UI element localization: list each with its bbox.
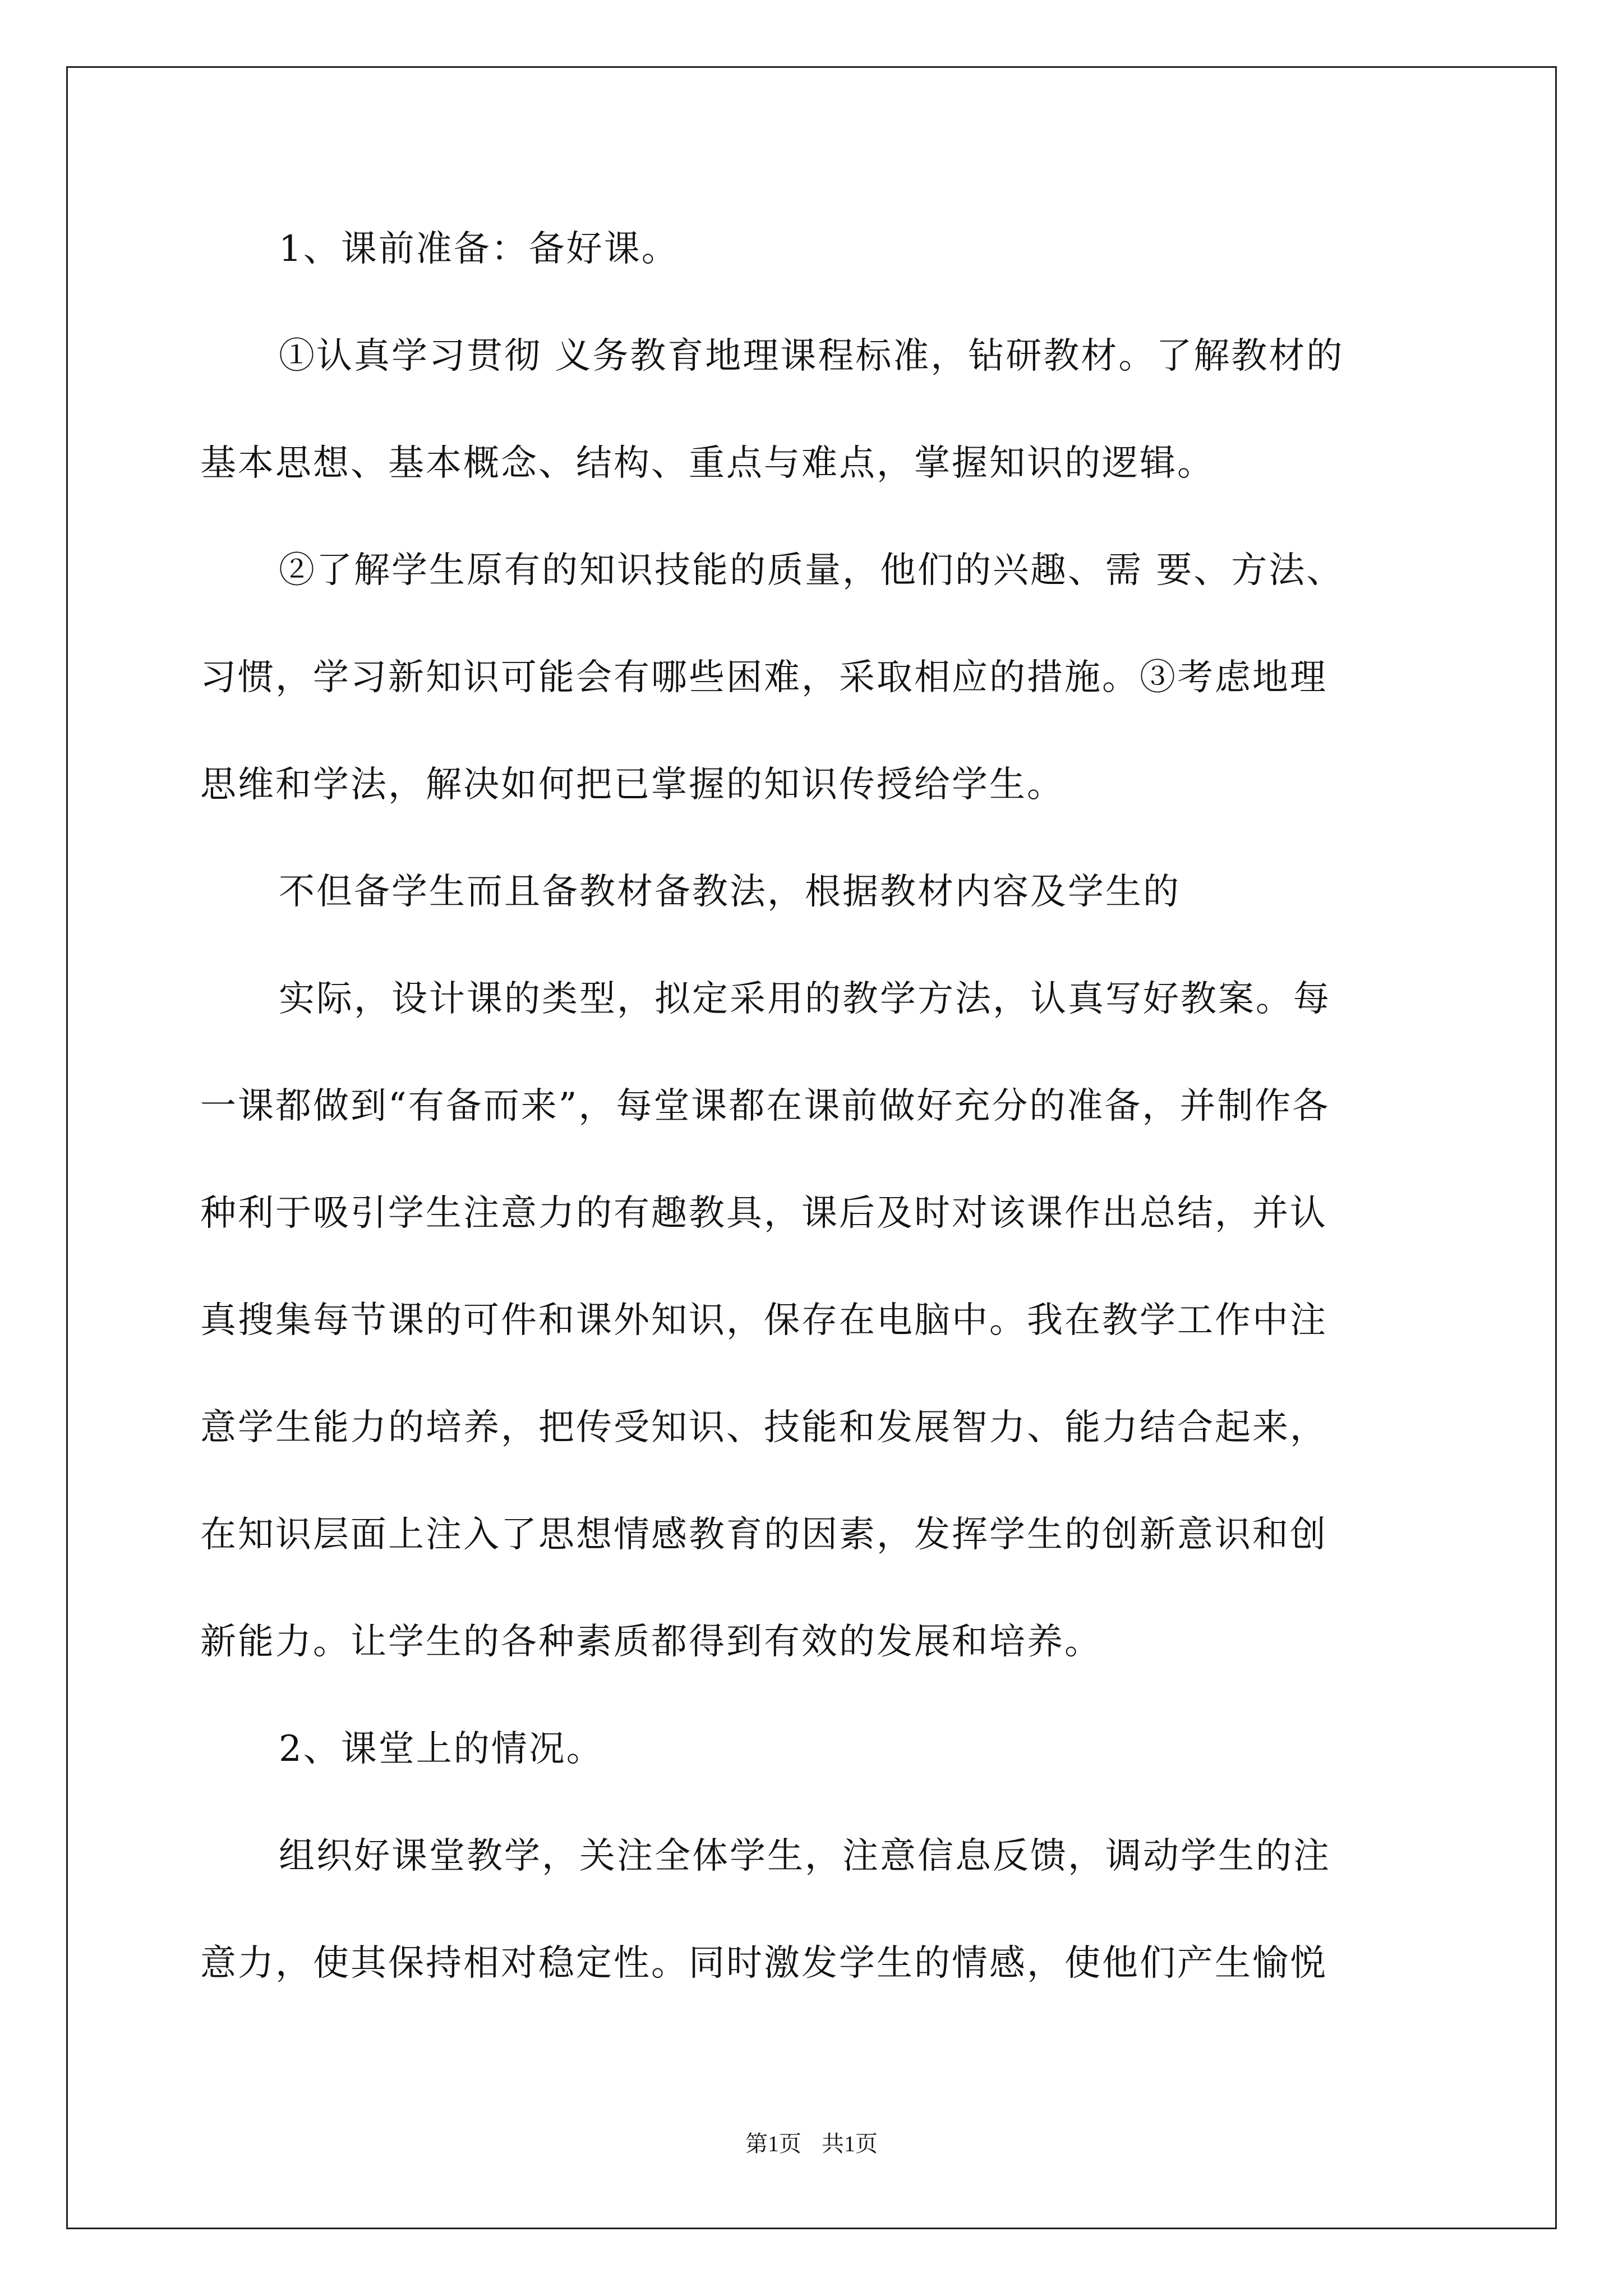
text-line: 基本思想、基本概念、结构、重点与难点，掌握知识的逻辑。 [200,443,1215,484]
text-line: 实际，设计课的类型，拟定采用的教学方法，认真写好教案。每 [279,978,1331,1020]
page-border [66,66,1557,2229]
text-line: 习惯，学习新知识可能会有哪些困难，采取相应的措施。③考虑地理 [200,657,1327,698]
page-footer [0,2130,1623,2158]
text-line: 在知识层面上注入了思想情感教育的因素，发挥学生的创新意识和创 [200,1514,1327,1556]
text-line: 不但备学生而且备教材备教法，根据教材内容及学生的 [279,871,1181,913]
text-line: 2、课堂上的情况。 [279,1728,604,1770]
text-line: ①认真学习贯彻 义务教育地理课程标准，钻研教材。了解教材的 [279,335,1344,377]
text-line: 意学生能力的培养，把传受知识、技能和发展智力、能力结合起来， [200,1407,1327,1448]
page-number: 第1页 [745,2131,801,2156]
text-line: 种利于吸引学生注意力的有趣教具，课后及时对该课作出总结，并认 [200,1193,1327,1234]
page-total: 共1页 [822,2131,878,2156]
text-line: 真搜集每节课的可件和课外知识，保存在电脑中。我在教学工作中注 [200,1300,1327,1341]
text-line: 新能力。让学生的各种素质都得到有效的发展和培养。 [200,1621,1102,1663]
text-line: 意力，使其保持相对稳定性。同时激发学生的情感，使他们产生愉悦 [200,1943,1327,1984]
text-line: ②了解学生原有的知识技能的质量，他们的兴趣、需 要、方法、 [279,550,1344,591]
text-line: 一课都做到“有备而来”，每堂课都在课前做好充分的准备，并制作各 [200,1085,1330,1127]
text-line: 组织好课堂教学，关注全体学生，注意信息反馈，调动学生的注 [279,1835,1331,1877]
text-line: 1、课前准备：备好课。 [279,228,679,270]
text-line: 思维和学法，解决如何把已掌握的知识传授给学生。 [200,764,1064,806]
